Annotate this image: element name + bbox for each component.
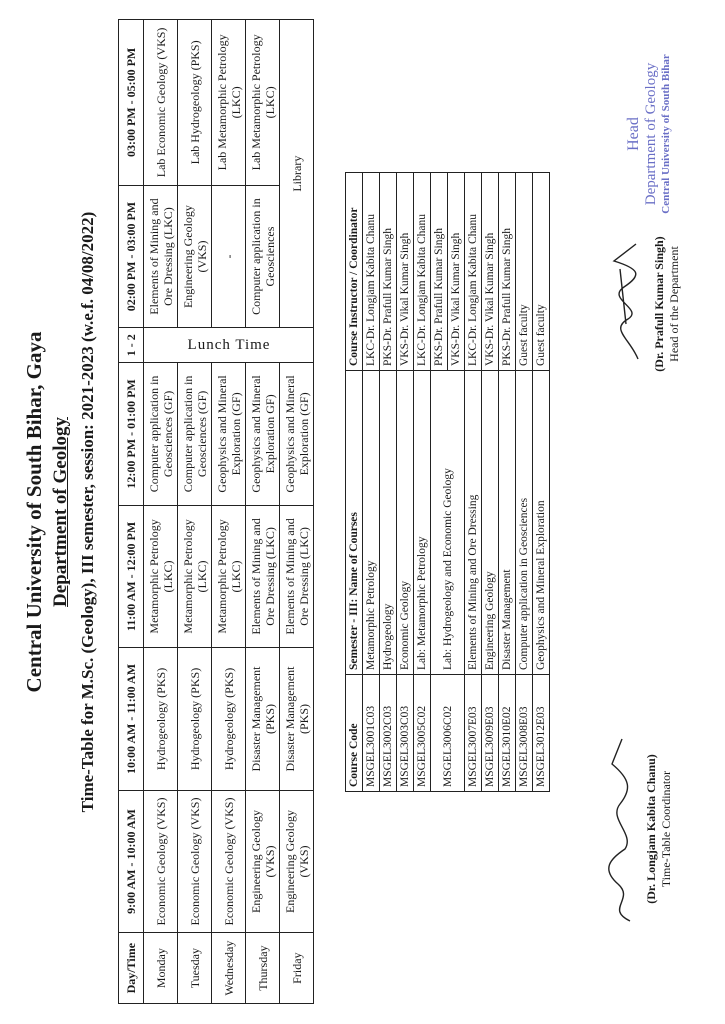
course-name-header: Semester - III: Name of Courses bbox=[346, 371, 363, 675]
class-cell: - bbox=[212, 185, 246, 328]
stamp-department: Department of Geology bbox=[643, 62, 659, 206]
class-cell: Metamorphic Petrology (LKC) bbox=[144, 505, 178, 648]
department-stamp bbox=[625, 19, 672, 249]
course-row bbox=[397, 173, 414, 792]
class-cell: Lab Metamorphic Petrology (LKC) bbox=[212, 20, 246, 186]
class-cell: Elements of Mining and Ore Dressing (LKC) bbox=[144, 185, 178, 328]
course-name: Economic Geology bbox=[397, 371, 414, 675]
course-instructor: VKS-Dr. Vikal Kumar Singh bbox=[448, 173, 465, 371]
timetable-row bbox=[212, 20, 246, 1004]
col-header-slot6: 02:00 PM - 03:00 PM bbox=[119, 185, 144, 328]
class-cell: Engineering Geology (VKS) bbox=[246, 790, 280, 933]
course-row bbox=[380, 173, 397, 792]
coordinator-signature-block bbox=[600, 724, 674, 934]
course-code: MSGEL3012E03 bbox=[533, 675, 550, 792]
course-instructor: Guest faculty bbox=[516, 173, 533, 371]
course-instructor: LKC-Dr. Longjam Kabita Chanu bbox=[363, 173, 380, 371]
class-cell: Engineering Geology (VKS) bbox=[280, 790, 314, 933]
course-name: Elements of Mining and Ore Dressing bbox=[465, 371, 482, 675]
stamp-head: Head bbox=[625, 117, 642, 151]
timetable-row bbox=[178, 20, 212, 1004]
class-cell: Computer application in Geosciences bbox=[246, 185, 280, 328]
department-title: Department of Geology bbox=[50, 417, 71, 607]
class-cell: Elements of Mining and Ore Dressing (LKC) bbox=[246, 505, 280, 648]
class-cell: Engineering Geology (VKS) bbox=[178, 185, 212, 328]
coordinator-name: (Dr. Longjam Kabita Chanu) bbox=[644, 754, 658, 904]
course-row bbox=[431, 173, 448, 792]
course-code: MSGEL3008E03 bbox=[516, 675, 533, 792]
day-cell: Tuesday bbox=[178, 933, 212, 1004]
class-cell: Economic Geology (VKS) bbox=[178, 790, 212, 933]
course-table bbox=[345, 172, 550, 792]
course-code: MSGEL3005C02 bbox=[414, 675, 431, 792]
class-cell: Metamorphic Petrology (LKC) bbox=[178, 505, 212, 648]
course-instructor: Guest faculty bbox=[533, 173, 550, 371]
university-title: Central University of South Bihar, Gaya bbox=[22, 331, 46, 693]
day-cell: Monday bbox=[144, 933, 178, 1004]
stamp-university: Central University of South Bihar bbox=[660, 54, 672, 214]
course-row bbox=[465, 173, 482, 792]
course-instructor: VKS-Dr. Vikal Kumar Singh bbox=[482, 173, 499, 371]
class-cell: Economic Geology (VKS) bbox=[212, 790, 246, 933]
course-row bbox=[533, 173, 550, 792]
timetable-row bbox=[280, 20, 314, 1004]
course-row bbox=[499, 173, 516, 792]
day-cell: Wednesday bbox=[212, 933, 246, 1004]
class-cell: Hydrogeology (PKS) bbox=[144, 648, 178, 791]
coordinator-signature bbox=[600, 729, 640, 929]
course-code-header: Course Code bbox=[346, 675, 363, 792]
class-cell: Elements of Mining and Ore Dressing (LKC) bbox=[280, 505, 314, 648]
lunch-cell bbox=[144, 328, 314, 363]
col-header-slot2: 10:00 AM - 11:00 AM bbox=[119, 648, 144, 791]
timetable-table bbox=[118, 19, 314, 1004]
class-cell: Hydrogeology (PKS) bbox=[178, 648, 212, 791]
hod-signature bbox=[600, 229, 648, 379]
class-cell: Lab Metamorphic Petrology (LKC) bbox=[246, 20, 280, 186]
course-code: MSGEL3003C03 bbox=[397, 675, 414, 792]
col-header-slot1: 9:00 AM - 10:00 AM bbox=[119, 790, 144, 933]
hod-role: Head of the Department bbox=[667, 246, 681, 362]
course-code: MSGEL3002C03 bbox=[380, 675, 397, 792]
course-instructor: LKC-Dr. Longjam Kabita Chanu bbox=[414, 173, 431, 371]
course-instructor: PKS-Dr. Prafull Kumar Singh bbox=[380, 173, 397, 371]
class-cell: Economic Geology (VKS) bbox=[144, 790, 178, 933]
hod-name: (Dr. Prafull Kumar Singh) bbox=[652, 236, 666, 372]
course-name: Hydrogeology bbox=[380, 371, 397, 675]
timetable-header-row bbox=[119, 20, 144, 1004]
col-header-slot3: 11:00 AM - 12:00 PM bbox=[119, 505, 144, 648]
class-cell: Disaster Management (PKS) bbox=[246, 648, 280, 791]
course-code: MSGEL3001C03 bbox=[363, 675, 380, 792]
course-name: Disaster Management bbox=[499, 371, 516, 675]
course-row bbox=[516, 173, 533, 792]
col-header-day: Day/Time bbox=[119, 933, 144, 1004]
course-name: Geophysics and Mineral Exploration bbox=[533, 371, 550, 675]
class-cell: Lab Hydrogeology (PKS) bbox=[178, 20, 212, 186]
timetable-row bbox=[144, 20, 178, 1004]
timetable-subtitle: Time-Table for M.Sc. (Geology), III semester, session: 2021-2023 (w.e.f. 04/08/2022) bbox=[78, 211, 97, 813]
course-row bbox=[363, 173, 380, 792]
coordinator-role: Time-Table Coordinator bbox=[659, 770, 673, 888]
day-cell: Thursday bbox=[246, 933, 280, 1004]
course-row bbox=[414, 173, 431, 792]
class-cell: Computer application in Geosciences (GF) bbox=[144, 363, 178, 506]
course-code: MSGEL3010E02 bbox=[499, 675, 516, 792]
course-header-row bbox=[346, 173, 363, 792]
course-row bbox=[482, 173, 499, 792]
course-instructor: PKS-Dr. Prafull Kumar Singh bbox=[431, 173, 448, 371]
course-instructor: PKS-Dr. Prafull Kumar Singh bbox=[499, 173, 516, 371]
class-cell: Metamorphic Petrology (LKC) bbox=[212, 505, 246, 648]
class-cell: Geophysics and Mineral Exploration (GF) bbox=[280, 363, 314, 506]
col-header-lunch: 1 - 2 bbox=[119, 328, 144, 363]
class-cell: Geophysics and Mineral Exploration GF) bbox=[246, 363, 280, 506]
col-header-slot7: 03:00 PM - 05:00 PM bbox=[119, 20, 144, 186]
course-instructor: VKS-Dr. Vikal Kumar Singh bbox=[397, 173, 414, 371]
class-cell: Lab Economic Geology (VKS) bbox=[144, 20, 178, 186]
col-header-slot4: 12:00 PM - 01:00 PM bbox=[119, 363, 144, 506]
course-name: Lab: Metamorphic Petrology bbox=[414, 371, 431, 675]
course-instructor: LKC-Dr. Longjam Kabita Chanu bbox=[465, 173, 482, 371]
course-instructor-header: Course Instructor / Coordinator bbox=[346, 173, 363, 371]
course-code: MSGEL3007E03 bbox=[465, 675, 482, 792]
timetable-row bbox=[246, 20, 280, 1004]
course-name: Metamorphic Petrology bbox=[363, 371, 380, 675]
library-cell: Library bbox=[280, 20, 314, 328]
course-code: MSGEL3009E03 bbox=[482, 675, 499, 792]
course-name: Computer application in Geosciences bbox=[516, 371, 533, 675]
class-cell: Geophysics and Mineral Exploration (GF) bbox=[212, 363, 246, 506]
class-cell: Hydrogeology (PKS) bbox=[212, 648, 246, 791]
course-code: MSGEL3006C02 bbox=[431, 675, 465, 792]
class-cell: Computer application in Geosciences (GF) bbox=[178, 363, 212, 506]
lunch-label: Lunch Time bbox=[187, 337, 270, 354]
day-cell: Friday bbox=[280, 933, 314, 1004]
course-name: Lab: Hydrogeology and Economic Geology bbox=[431, 371, 465, 675]
course-name: Engineering Geology bbox=[482, 371, 499, 675]
class-cell: Disaster Management (PKS) bbox=[280, 648, 314, 791]
